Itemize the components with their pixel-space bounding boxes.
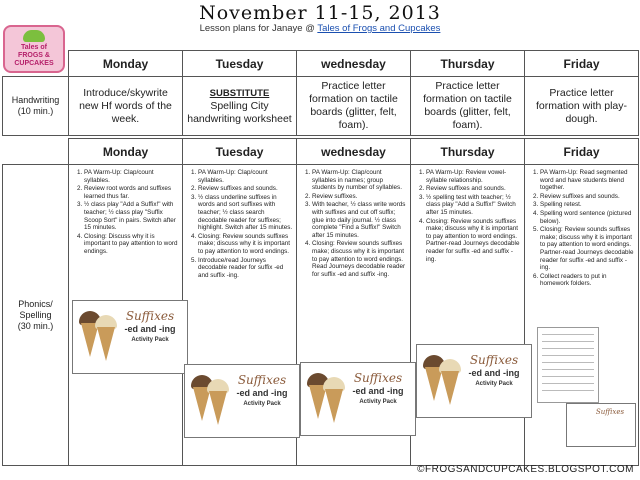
activity-pack-image — [416, 344, 532, 418]
phonics-thursday — [411, 165, 525, 466]
activity-pack-image — [184, 364, 300, 438]
pack-label: Activity Pack — [359, 399, 397, 405]
plan-item: 4. Closing: Review sounds suffixes make; discuss why it is important to pay attention to word endings. Partner-read Journeys decodable reader for suffix -ed and suffix -ing. — [426, 218, 521, 264]
pack-title: Suffixes — [353, 371, 403, 385]
plan-item: 2. Review suffixes. — [312, 193, 407, 201]
plan-item: 4. Spelling word sentence (pictured below). — [540, 210, 635, 225]
plan-item: 6. Collect readers to put in homework folders. — [540, 273, 635, 288]
day-header-tuesday: Tuesday — [183, 139, 297, 165]
handwriting-monday: Introduce/skywrite new Hf words of the week. — [69, 77, 183, 136]
pack-label: Activity Pack — [131, 337, 169, 343]
day-header-monday: Monday — [69, 51, 183, 77]
day-header-thursday: Thursday — [411, 51, 525, 77]
day-header-tuesday: Tuesday — [183, 51, 297, 77]
row-label-handwriting — [3, 77, 69, 136]
plan-item: 1. PA Warm-Up: Read segmented word and have students blend together. — [540, 169, 635, 192]
tuesday-text: Spelling City handwriting worksheet — [187, 99, 292, 125]
plan-item: 3. With teacher, ½ class write words with suffixes and cut off suffix; glue into daily journal. ½ class complete "Find a Suffix!" Switch after 15 minutes. — [312, 201, 407, 239]
logo-text-3: CUPCAKES — [14, 60, 54, 67]
handwriting-friday: Practice letter formation with play-dough. — [525, 77, 639, 136]
plan-item: 1. PA Warm-Up: Review vowel-syllable relationship. — [426, 169, 521, 184]
plan-item: 3. ½ spelling test with teacher; ½ class play "Add a Suffix!" Switch after 15 minutes. — [426, 194, 521, 217]
day-header-friday: Friday — [525, 139, 639, 165]
day-header-friday: Friday — [525, 51, 639, 77]
day-header-wednesday: wednesday — [297, 51, 411, 77]
pack-label: Activity Pack — [475, 381, 513, 387]
pack-title: Suffixes — [595, 408, 625, 416]
ice-cream-scoop-icon — [571, 410, 583, 418]
logo-text-1: Tales of — [21, 44, 47, 51]
label-line: Handwriting — [11, 95, 60, 105]
page-title: November 11-15, 2013 — [199, 2, 441, 24]
plan-item: 5. Introduce/read Journeys decodable reader for suffix -ed and suffix -ing. — [198, 257, 293, 280]
plan-item: 4. Closing: Review sounds suffixes make; discuss why it is important to pay attention to word endings. — [198, 233, 293, 256]
day-header-thursday: Thursday — [411, 139, 525, 165]
footer-copyright: ©FROGSANDCUPCAKES.BLOGSPOT.COM — [417, 464, 634, 475]
logo-text-2: FROGS & — [18, 52, 50, 59]
plan-item: 2. Review root words and suffixes learned thus far. — [84, 185, 179, 200]
pack-label: Activity Pack — [243, 401, 281, 407]
label-line: (30 min.) — [17, 320, 54, 331]
plan-item: 1. PA Warm-Up: Clap/count syllables in names; group students by number of syllables. — [312, 169, 407, 192]
pack-subtitle: -ed and -ing — [236, 388, 288, 398]
pack-title: Suffixes — [469, 353, 519, 367]
page-subtitle — [0, 23, 640, 34]
pack-subtitle: -ed and -ing — [124, 324, 176, 334]
label-line: (10 min.) — [17, 106, 54, 116]
handwriting-wednesday: Practice letter formation on tactile boards (glitter, felt, foam). — [297, 77, 411, 136]
spelling-sentence-worksheet — [537, 327, 599, 403]
plan-item: 2. Review suffixes and sounds. — [540, 193, 635, 201]
pack-title: Suffixes — [125, 309, 175, 323]
plan-item: 3. Spelling retest. — [540, 201, 635, 209]
plan-item: 4. Closing: Discuss why it is important to pay attention to word endings. — [84, 233, 179, 256]
pack-subtitle: -ed and -ing — [468, 368, 520, 378]
day-header-wednesday: wednesday — [297, 139, 411, 165]
handwriting-table — [2, 50, 639, 136]
pack-title: Suffixes — [237, 373, 287, 387]
plan-item: 5. Closing: Review sounds suffixes make; discuss why it is important to pay attention to word endings. Partner-read Journeys decodable reader for suffix -ed and suffix -ing. — [540, 226, 635, 272]
handwriting-thursday: Practice letter formation on tactile boards (glitter, felt, foam). — [411, 77, 525, 136]
plan-item: 3. ½ class play "Add a Suffix!" with teacher; ½ class play "Suffix Scoop Sort" in pairs. Switch after 15 minutes. — [84, 201, 179, 231]
label-line: Phonics/ — [18, 298, 53, 309]
blog-link[interactable]: Tales of Frogs and Cupcakes — [317, 23, 441, 34]
label-line: Spelling — [19, 309, 52, 320]
plan-item: 2. Review suffixes and sounds. — [198, 185, 293, 193]
plan-item: 3. ½ class underline suffixes in words and sort suffixes with teacher; ½ class search decodable reader for suffixes; highlight. Switch after 15 minutes. — [198, 194, 293, 232]
activity-pack-image — [300, 362, 416, 436]
plan-item: 1. PA Warm-Up: Clap/count syllables. — [198, 169, 293, 184]
plan-item: 1. PA Warm-Up: Clap/count syllables. — [84, 169, 179, 184]
handwriting-tuesday — [183, 77, 297, 136]
day-header-monday: Monday — [69, 139, 183, 165]
plan-item: 2. Review suffixes and sounds. — [426, 185, 521, 193]
row-label-phonics — [3, 165, 69, 466]
corner-cell — [3, 139, 69, 165]
frog-icon — [23, 30, 45, 42]
substitute-label: SUBSTITUTE — [209, 87, 270, 99]
activity-pack-image — [72, 300, 188, 374]
subtitle-prefix: Lesson plans for Janaye @ — [199, 23, 315, 34]
pack-subtitle: -ed and -ing — [352, 386, 404, 396]
corner-cell — [3, 51, 69, 77]
plan-item: 4. Closing: Review sounds suffixes make; discuss why it is important to pay attention to word endings. Read Journeys decodable reader for suffix -ed and suffix -ing. — [312, 240, 407, 278]
activity-pack-thumbnail — [566, 403, 636, 447]
